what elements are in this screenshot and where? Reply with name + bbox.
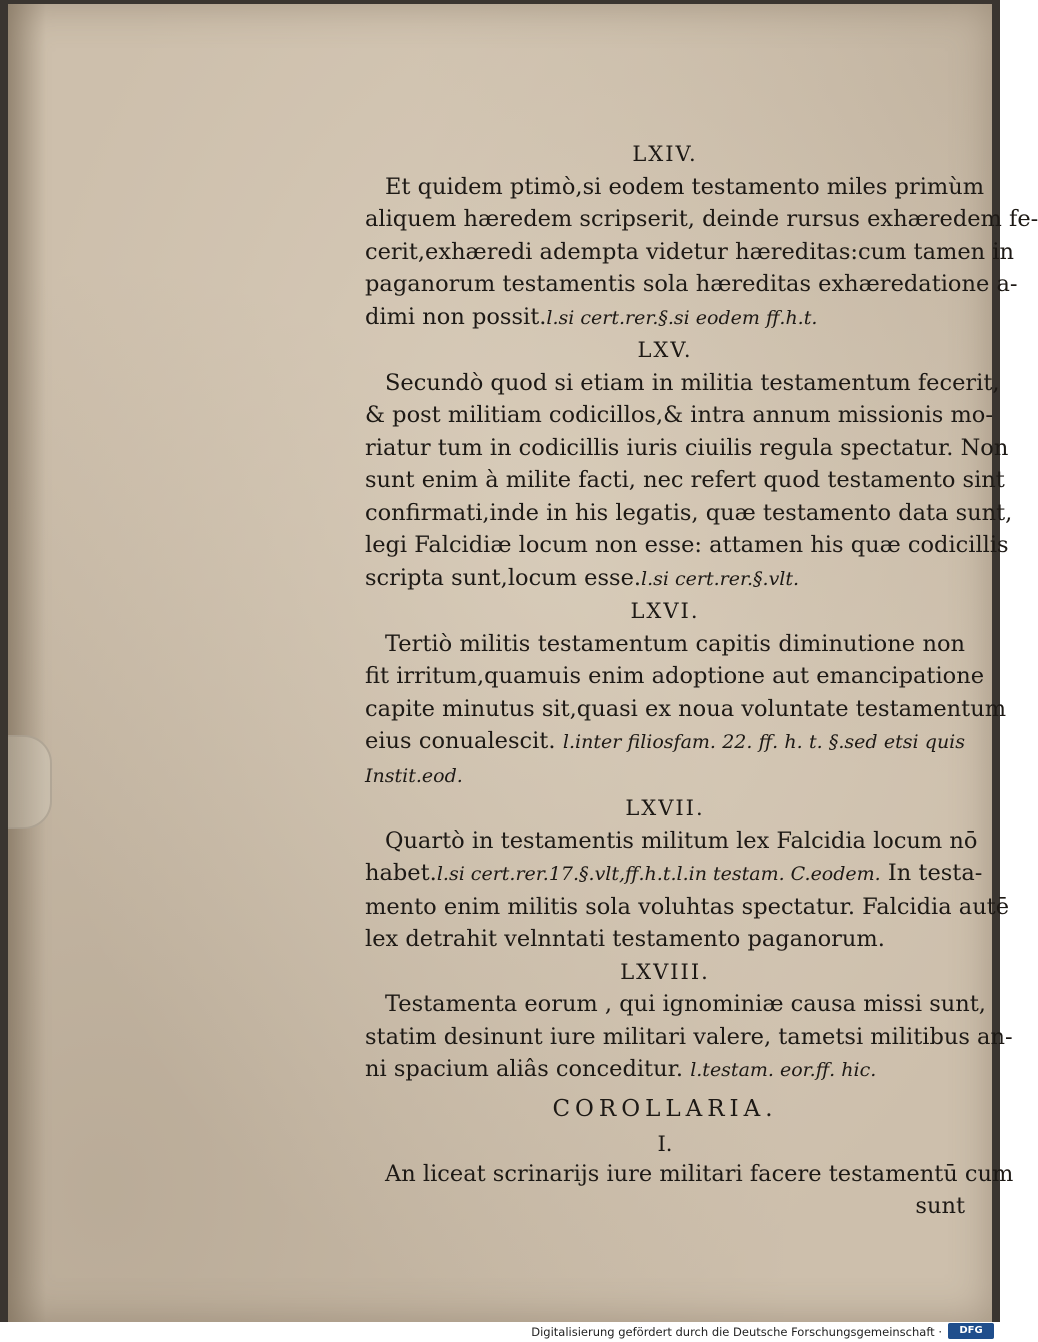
text-line: capite minutus sit,quasi ex noua voluntate testamentum — [365, 695, 1007, 722]
text-line: Secundò quod si etiam in militia testamentum fecerit, — [385, 369, 1000, 396]
text-fragment: dimi non possit. — [365, 303, 547, 330]
text-line: Tertiò militis testamentum capitis diminutione non — [385, 630, 965, 657]
text-line — [365, 857, 983, 891]
text-line: lex detrahit velnntati testamento paganorum. — [365, 926, 885, 952]
text-line — [365, 1053, 965, 1087]
text-line: Testamenta eorum , qui ignominiæ causa missi sunt, — [385, 991, 986, 1017]
text-fragment: In testa- — [880, 860, 983, 886]
page-text — [365, 138, 1038, 1223]
corollary-number: I. — [657, 1131, 673, 1156]
text-line: Et quidem ptimò,si eodem testamento miles primùm — [385, 173, 985, 200]
text-fragment: ni spacium aliâs conceditur. — [365, 1056, 684, 1082]
text-line: & post militiam codicillos,& intra annum missionis mo- — [365, 402, 993, 428]
text-fragment: scripta sunt,locum esse. — [365, 564, 642, 591]
text-line: aliquem hæredem scripserit, deinde rursus exhæredem fe- — [365, 206, 1038, 232]
citation: l.testam. eor.ff. hic. — [690, 1059, 877, 1081]
citation: l.si cert.rer.17.§.vlt,ff.h.t.l.in testam. C.eodem. — [436, 863, 881, 885]
section-heading: LXVII. — [625, 796, 705, 820]
corollaria-heading: COROLLARIA. — [552, 1095, 778, 1122]
text-line: paganorum testamentis sola hæreditas exhæredatione a- — [365, 271, 1018, 297]
dfg-logo: DFG — [948, 1323, 994, 1339]
text-line: sunt enim à milite facti, nec refert quod testamento sint — [365, 467, 1005, 493]
paragraph — [365, 988, 1013, 1087]
citation: l.si cert.rer.§.si eodem ff.h.t. — [546, 306, 818, 329]
paragraph — [365, 367, 1013, 596]
section-heading: LXV. — [637, 338, 693, 362]
paragraph — [365, 171, 1038, 335]
text-line: fit irritum,quamuis enim adoptione aut emancipatione — [365, 663, 985, 689]
citation: l.si cert.rer.§.vlt. — [641, 567, 800, 590]
section-heading: LXVIII. — [620, 959, 710, 984]
text-line: statim desinunt iure militari valere, tametsi militibus an- — [365, 1023, 1013, 1050]
section-heading: LXVI. — [630, 599, 700, 623]
text-line: mento enim militis sola voluhtas spectatur. Falcidia autē — [365, 893, 1010, 920]
paragraph — [365, 1158, 1014, 1223]
catchword: sunt — [915, 1193, 965, 1219]
paragraph — [365, 628, 1007, 793]
text-line — [365, 562, 965, 596]
citation: l.inter filiosfam. 22. ff. h. t. §.sed etsi quis Instit.eod. — [365, 731, 966, 787]
section-heading: LXIV. — [632, 142, 698, 166]
text-line — [365, 725, 965, 792]
text-line: confirmati,inde in his legatis, quæ testamento data sunt, — [365, 499, 1013, 526]
paragraph — [365, 825, 1010, 956]
text-line: riatur tum in codicillis iuris ciuilis regula spectatur. Non — [365, 434, 1009, 461]
text-line — [365, 301, 965, 335]
text-fragment: eius conualescit. — [365, 728, 556, 754]
text-line: cerit,exhæredi adempta videtur hæreditas:cum tamen in — [365, 238, 1014, 265]
page-gutter-shadow — [8, 4, 46, 1322]
text-line: An liceat scrinarijs iure militari facere testamentū cum — [385, 1160, 1014, 1187]
clip-mark — [8, 735, 52, 829]
text-fragment: habet. — [365, 860, 437, 886]
text-line: Quartò in testamentis militum lex Falcidia locum nō — [385, 827, 978, 854]
footer-credit: Digitalisierung gefördert durch die Deutsche Forschungsgemeinschaft · — [531, 1325, 942, 1339]
text-line: legi Falcidiæ locum non esse: attamen his quæ codicillis — [365, 532, 1009, 558]
